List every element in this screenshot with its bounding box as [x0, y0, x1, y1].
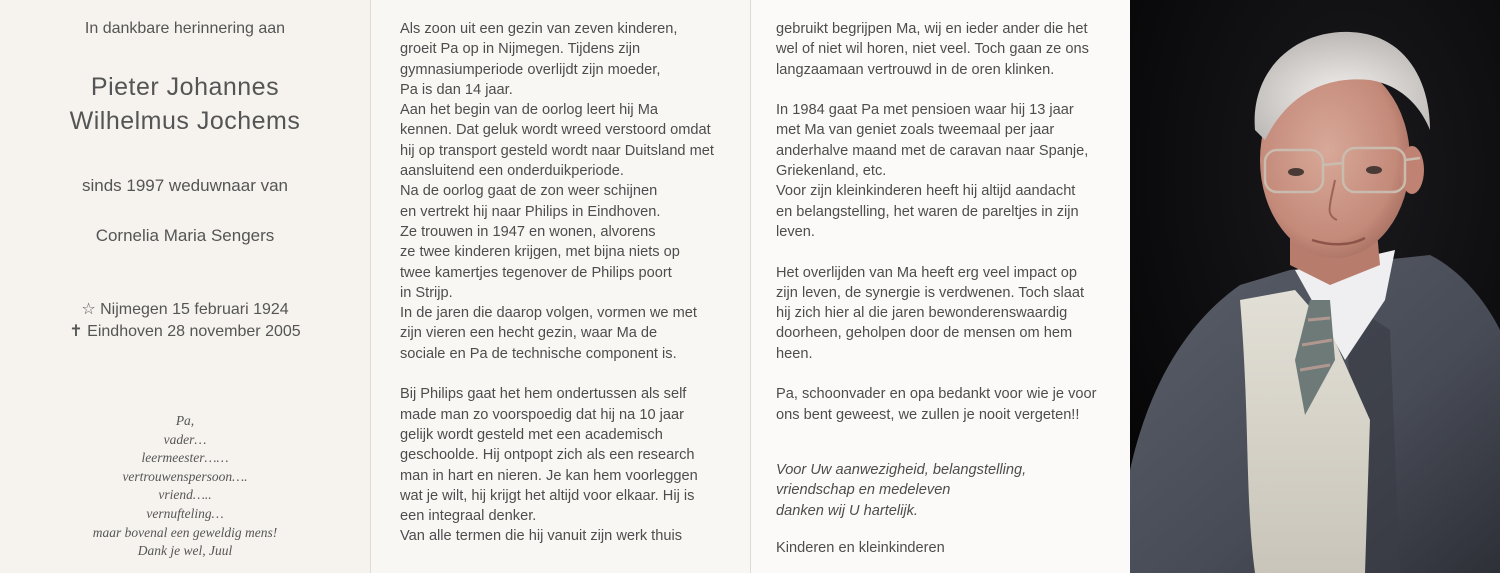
- text-line: Pa, schoonvader en opa bedankt voor wie je voor: [776, 386, 1097, 403]
- text-line: In de jaren die daarop volgen, vormen we met: [400, 305, 697, 322]
- text-line: ons bent geweest, we zullen je nooit vergeten!!: [776, 406, 1080, 423]
- text-line: leven.: [776, 223, 815, 240]
- text-line: Als zoon uit een gezin van zeven kinderen,: [400, 21, 678, 37]
- text-line: hij op transport gesteld wordt naar Duitsland met: [400, 142, 714, 159]
- text-line: twee kamertjes tegenover de Philips poort: [400, 264, 672, 281]
- text-line: heen.: [776, 345, 813, 362]
- text-line: wat je wilt, hij krijgt het altijd voor elkaar. Hij is: [400, 487, 695, 504]
- text-line: Ze trouwen in 1947 en wonen, alvorens: [400, 223, 656, 240]
- birth-date: ☆ Nijmegen 15 februari 1924: [81, 301, 289, 318]
- text-line: in Strijp.: [400, 284, 453, 301]
- text-line: anderhalve maand met de caravan naar Spanje,: [776, 142, 1089, 159]
- paragraph-gap: [776, 364, 1096, 384]
- biography-text-2: [776, 19, 1096, 425]
- poem-line: Dank je wel, Juul: [137, 543, 233, 559]
- life-dates: [0, 299, 370, 343]
- text-line: Pa is dan 14 jaar.: [400, 81, 513, 98]
- spouse-name: Cornelia Maria Sengers: [95, 226, 275, 245]
- text-line: In 1984 gaat Pa met pensioen waar hij 13 jaar: [776, 102, 1074, 119]
- text-line: man in hart en nieren. Je kan hem voorleggen: [400, 467, 698, 484]
- thanks-text: [776, 460, 1026, 521]
- biography-text-1: [400, 19, 714, 547]
- poem-line: vertrouwenspersoon….: [122, 468, 248, 484]
- poem-line: maar bovenal een geweldig mens!: [92, 524, 278, 540]
- text-line: geschoolde. Hij ontpopt zich als een research: [400, 447, 695, 464]
- text-line: doorheen, geholpen door de mensen om hem: [776, 325, 1073, 342]
- text-line: gymnasiumperiode overlijdt zijn moeder,: [400, 61, 661, 78]
- text-line: Het overlijden van Ma heeft erg veel impact op: [776, 264, 1077, 281]
- poem-line: vader…: [163, 431, 207, 447]
- text-line: gebruikt begrijpen Ma, wij en ieder ander die het: [776, 21, 1088, 37]
- poem-line: vernufteling…: [146, 505, 224, 521]
- text-line: ze twee kinderen krijgen, met bijna niets op: [400, 244, 680, 261]
- thanks-line: vriendschap en medeleven: [776, 482, 951, 499]
- widower-text: sinds 1997 weduwnaar van: [81, 176, 289, 195]
- text-line: zijn leven, de synergie is verdwenen. Toch slaat: [776, 284, 1084, 301]
- front-panel: [0, 0, 370, 573]
- text-line: groeit Pa op in Nijmegen. Tijdens zijn: [400, 41, 641, 58]
- text-line: Griekenland, etc.: [776, 163, 887, 180]
- thanks-line: Voor Uw aanwezigheid, belangstelling,: [776, 462, 1027, 478]
- text-line: zijn vieren een hecht gezin, waar Ma de: [400, 325, 658, 342]
- poem: [0, 412, 370, 561]
- text-line: Aan het begin van de oorlog leert hij Ma: [400, 102, 658, 119]
- text-line: langzaamaan vertrouwd in de oren klinken.: [776, 61, 1055, 78]
- text-line: Bij Philips gaat het hem ondertussen als self: [400, 386, 687, 403]
- name-line-1: Pieter Johannes: [90, 73, 280, 101]
- text-line: Voor zijn kleinkinderen heeft hij altijd aandacht: [776, 183, 1076, 200]
- thanks-line: danken wij U hartelijk.: [776, 502, 918, 519]
- poem-line: Pa,: [175, 413, 195, 428]
- text-line: sociale en Pa de technische component is.: [400, 345, 677, 362]
- text-line: wel of niet wil horen, niet veel. Toch gaan ze ons: [776, 41, 1089, 58]
- portrait-panel: [1130, 0, 1500, 573]
- deceased-name: [0, 70, 370, 138]
- signoff-text: Kinderen en kleinkinderen: [776, 540, 945, 556]
- death-date: ✝ Eindhoven 28 november 2005: [69, 323, 301, 340]
- text-line: en vertrekt hij naar Philips in Eindhoven.: [400, 203, 661, 220]
- biography-panel-2: [750, 0, 1130, 573]
- text-line: hij zich hier al die jaren bewonderenswaardig: [776, 305, 1068, 322]
- poem-line: leermeester……: [141, 450, 229, 466]
- text-line: gelijk wordt gesteld met een academisch: [400, 426, 663, 443]
- text-line: en belangstelling, het waren de pareltjes in zijn: [776, 203, 1079, 220]
- text-line: made man zo voorspoedig dat hij na 10 jaar: [400, 406, 684, 423]
- paragraph-gap: [776, 242, 1096, 262]
- portrait-photo: [1130, 0, 1500, 573]
- text-line: aansluitend een onderduikperiode.: [400, 163, 624, 180]
- paragraph-gap: [400, 364, 714, 384]
- text-line: Van alle termen die hij vanuit zijn werk thuis: [400, 528, 683, 545]
- biography-panel-1: [370, 0, 750, 573]
- text-line: met Ma van geniet zoals tweemaal per jaar: [776, 122, 1055, 139]
- intro-text: In dankbare herinnering aan: [84, 20, 286, 37]
- text-line: Na de oorlog gaat de zon weer schijnen: [400, 183, 658, 200]
- name-line-2: Wilhelmus Jochems: [69, 107, 301, 135]
- text-line: kennen. Dat geluk wordt wreed verstoord omdat: [400, 122, 711, 139]
- paragraph-gap: [776, 80, 1096, 100]
- text-line: een integraal denker.: [400, 508, 537, 525]
- poem-line: vriend…..: [158, 487, 212, 503]
